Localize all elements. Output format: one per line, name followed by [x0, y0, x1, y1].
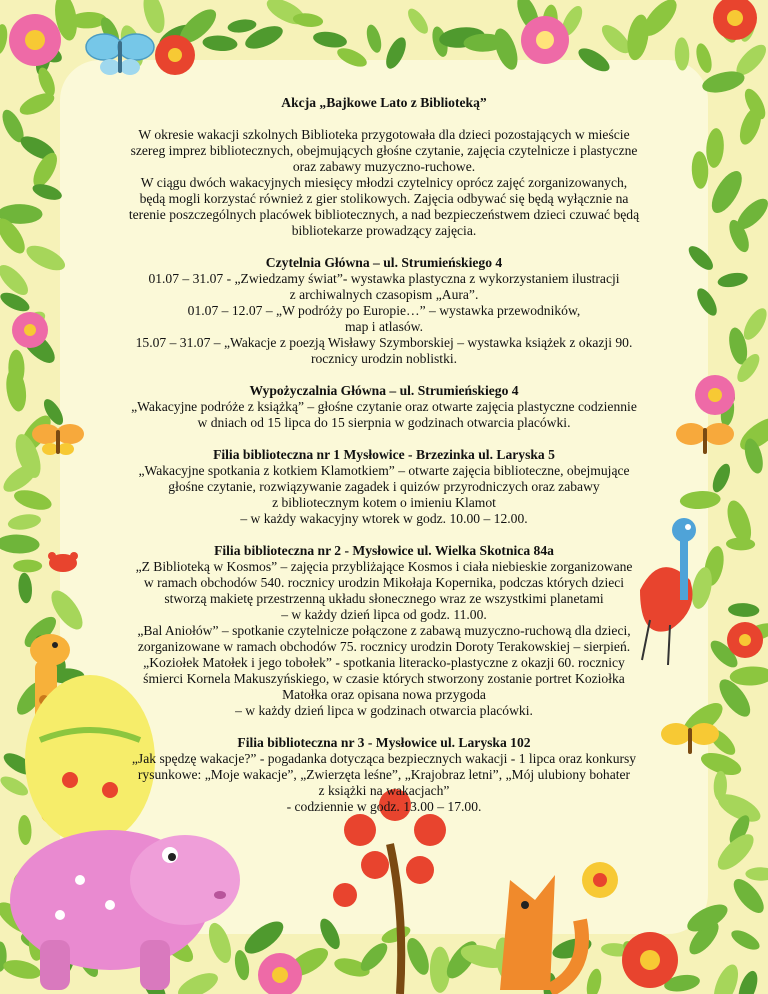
section-line: rocznicy urodzin noblistki.: [310, 351, 458, 366]
section-wypozyczalnia-glowna: [80, 383, 688, 431]
section-line: śmierci Kornela Makuszyńskiego, w czasie których stworzony zostanie portret Koziołka: [143, 671, 625, 686]
leaf-icon: [717, 271, 749, 290]
section-line: – w każdy dzień lipca w godzinach otwarcia placówki.: [235, 703, 533, 718]
leaf-icon: [18, 815, 33, 846]
leaf-icon: [0, 773, 31, 800]
section-line: 15.07 – 31.07 – „Wakacje z poezją Wisławy Szymborskiej – wystawka książek z okazji 90.: [135, 335, 633, 350]
section-heading: Czytelnia Główna – ul. Strumieńskiego 4: [265, 255, 503, 270]
section-line: - codziennie w godz. 13.00 – 17.00.: [286, 799, 482, 814]
intro-line: terenie poszczególnych placówek bibliotecznych, a nad bezpieczeństwem dzieci czuwać będą: [128, 207, 640, 222]
leaf-icon: [13, 560, 42, 573]
leaf-icon: [4, 367, 29, 413]
leaf-icon: [233, 949, 252, 981]
section-czytelnia-glowna: [80, 255, 688, 367]
flower-icon: [9, 14, 61, 66]
section-line: w ramach obchodów 540. rocznicy urodzin Mikołaja Kopernika, podczas których dzieci: [143, 575, 625, 590]
section-line: – w każdy dzień lipca od godz. 11.00.: [281, 607, 487, 622]
hippo-icon: [10, 830, 240, 990]
section-line: 01.07 – 12.07 – „W podróży po Europie…” – wystawka przewodników,: [187, 303, 581, 318]
section-line: z książki na wakacjach”: [318, 783, 450, 798]
flower-icon: [258, 953, 302, 994]
section-line: „Z Biblioteką w Kosmos” – zajęcia przybliżające Kosmos i ciała niebieskie zorganizowane: [135, 559, 633, 574]
section-line: „Jak spędzę wakacje?” - pogadanka dotycząca bezpiecznych wakacji - 1 lipca oraz konkursy: [131, 751, 637, 766]
section-line: „Koziołek Matołek i jego tobołek” - spotkania literacko-plastyczne z okazji 60. rocznicy: [143, 655, 625, 670]
intro-paragraph: [80, 127, 688, 239]
section-filia-2: [80, 543, 688, 719]
section-filia-1: [80, 447, 688, 527]
section-heading: Wypożyczalnia Główna – ul. Strumieńskiego 4: [249, 383, 519, 398]
leaf-icon: [709, 461, 733, 494]
leaf-icon: [0, 534, 40, 555]
leaf-icon: [174, 968, 221, 994]
section-line: 01.07 – 31.07 - „Zwiedzamy świat”- wystawka plastyczna z wykorzystaniem ilustracji: [148, 271, 620, 286]
leaf-icon: [728, 926, 762, 953]
flower-icon: [695, 375, 735, 415]
leaf-icon: [709, 961, 743, 994]
section-line: map i atlasów.: [344, 319, 424, 334]
document-title: Akcja „Bajkowe Lato z Biblioteką”: [281, 95, 487, 110]
leaf-icon: [728, 602, 760, 617]
flower-icon: [727, 622, 763, 658]
intro-line: W okresie wakacji szkolnych Biblioteka przygotowała dla dzieci pozostających w mieście: [138, 127, 630, 142]
flower-icon: [582, 862, 618, 898]
section-heading: Filia biblioteczna nr 3 - Mysłowice ul. Laryska 102: [237, 735, 531, 750]
leaf-icon: [584, 967, 603, 994]
section-line: zorganizowane w ramach obchodów 75. rocznicy urodzin Doroty Terakowskiej – sierpień.: [137, 639, 631, 654]
leaf-icon: [403, 935, 434, 978]
section-heading: Filia biblioteczna nr 1 Mysłowice - Brzezinka ul. Laryska 5: [213, 447, 555, 462]
intro-line: bibliotekarze prowadzący zajęcia.: [291, 223, 477, 238]
intro-line: oraz zabawy muzyczno-ruchowe.: [292, 159, 476, 174]
document-body: [80, 0, 688, 815]
section-line: „Wakacyjne spotkania z kotkiem Klamotkiem” – otwarte zajęcia biblioteczne, obejmujące: [138, 463, 630, 478]
leaf-icon: [729, 665, 768, 686]
leaf-icon: [706, 166, 748, 217]
leaf-icon: [7, 512, 42, 532]
flower-icon: [12, 312, 48, 348]
section-line: głośne czytanie, rozwiązywanie zagadek i quizów przyrodniczych oraz zabawy: [168, 479, 600, 494]
intro-line: szereg imprez bibliotecznych, obejmujących głośne czytanie, zajęcia czytelnicze i plastyczne: [130, 143, 638, 158]
leaf-icon: [12, 486, 54, 513]
section-heading: Filia biblioteczna nr 2 - Mysłowice ul. Wielka Skotnica 84a: [214, 543, 554, 558]
section-line: stworzą makietę przestrzenną układu słonecznego wraz ze wszystkimi planetami: [164, 591, 604, 606]
flower-icon: [622, 932, 678, 988]
leaf-icon: [693, 42, 714, 75]
leaf-icon: [745, 867, 768, 881]
section-line: w dniach od 15 lipca do 15 sierpnia w godzinach otwarcia placówki.: [197, 415, 571, 430]
intro-line: W ciągu dwóch wakacyjnych miesięcy młodzi czytelnicy oprócz zajęć zorganizowanych,: [140, 175, 628, 190]
leaf-icon: [705, 128, 725, 169]
intro-line: będą mogli korzystać również z gier stolikowych. Zajęcia odbywać się będą wyłącznie na: [139, 191, 629, 206]
leaf-icon: [726, 537, 755, 550]
section-line: „Wakacyjne podróże z książką” – głośne czytanie oraz otwarte zajęcia plastyczne codziennie: [131, 399, 637, 414]
leaf-icon: [17, 572, 33, 604]
section-line: rysunkowe: „Moje wakacje”, „Zwierzęta leśne”, „Krajobraz letni”, „Mój ulubiony bohater: [137, 767, 631, 782]
section-line: z bibliotecznym kotem o imieniu Klamot: [272, 495, 496, 510]
section-line: – w każdy wakacyjny wtorek w godz. 10.00 – 12.00.: [240, 511, 528, 526]
leaf-icon: [735, 969, 761, 994]
section-line: „Bal Aniołów” – spotkanie czytelnicze połączone z zabawą muzyczno-ruchową dla dzieci,: [137, 623, 631, 638]
section-line: z archiwalnych czasopism „Aura”.: [289, 287, 479, 302]
section-filia-3: [80, 735, 688, 815]
section-line: Matołka oraz opisana nowa przygoda: [282, 687, 486, 702]
leaf-icon: [0, 23, 10, 56]
leaf-icon: [728, 874, 768, 918]
